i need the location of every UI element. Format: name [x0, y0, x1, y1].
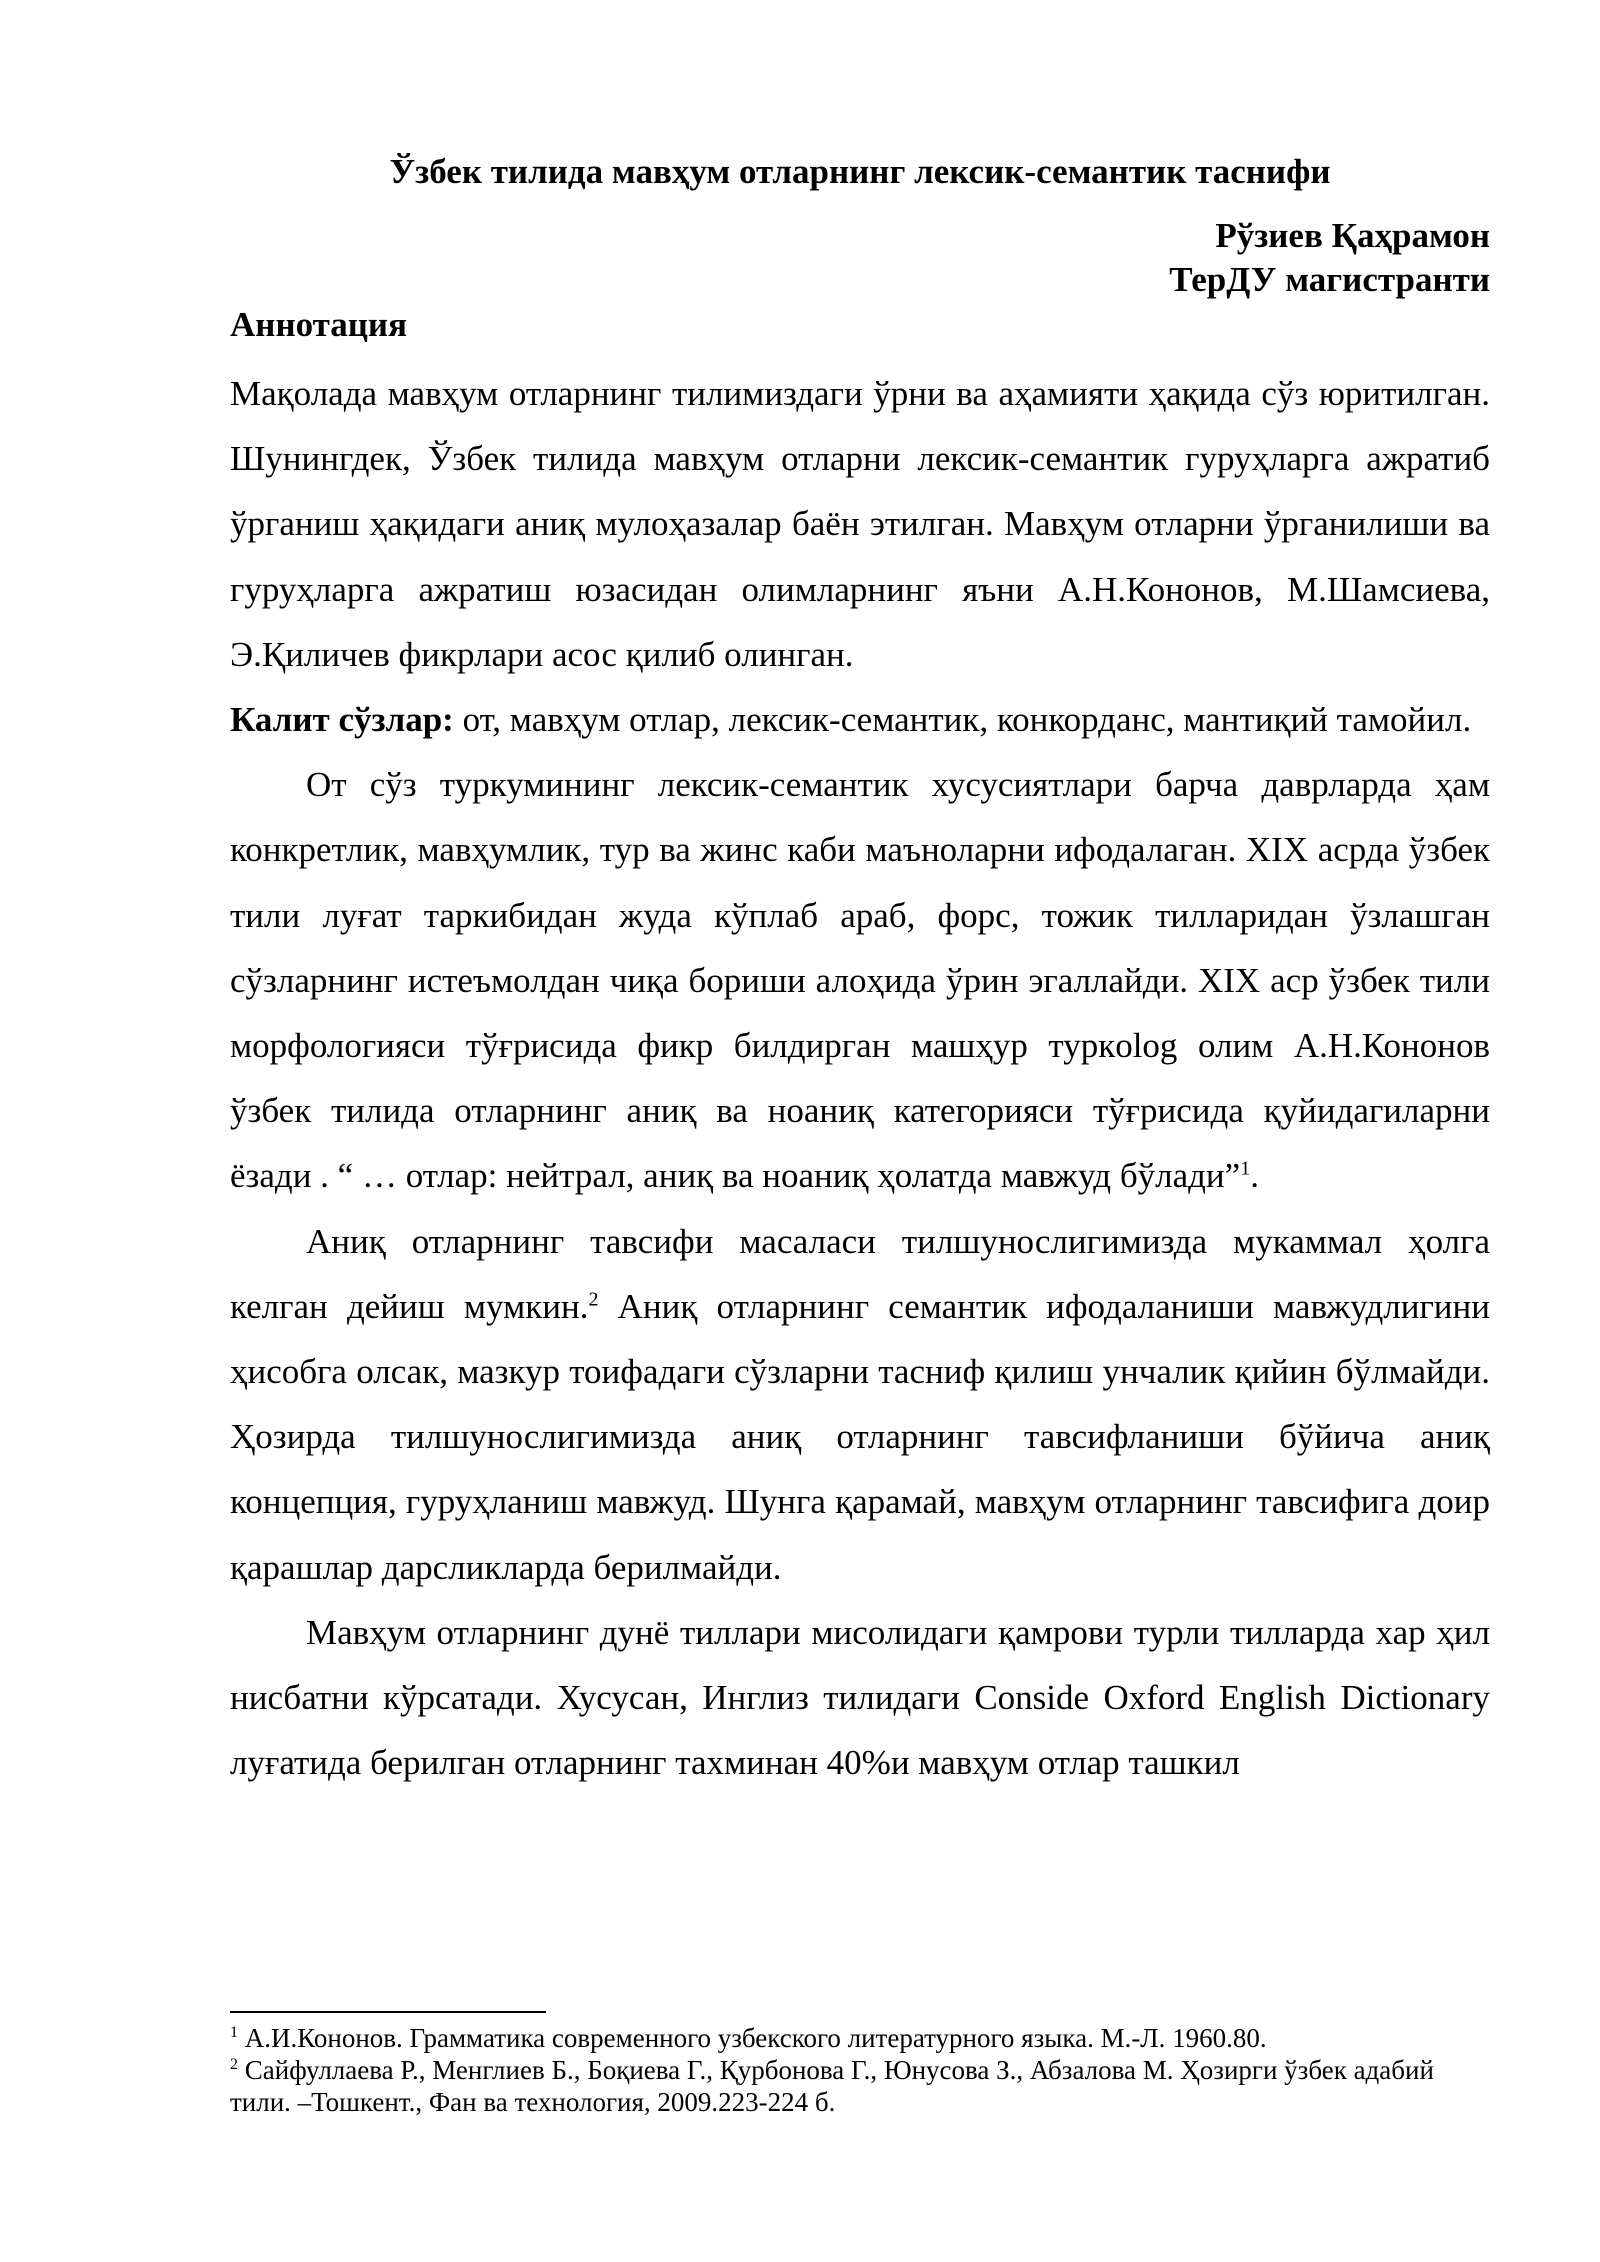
author-name: Рўзиев Қаҳрамон	[1215, 216, 1490, 255]
footnote-2-mark: 2	[230, 2056, 238, 2073]
paragraph-2-start: Аниқ отларнинг тавсифи масаласи тилшунослигимизда мукаммал ҳолга келган дейиш мумкин.	[230, 1221, 1490, 1326]
paragraph-1-end: .	[1250, 1156, 1259, 1196]
author-position: ТерДУ магистранти	[1169, 260, 1490, 299]
body-paragraph-3	[230, 1600, 1490, 1796]
paragraph-3-text: Мавҳум отларнинг дунё тиллари мисолидаги қамрови турли тилларда хар ҳил нисбатни кўрсатади. Хусусан, Инглиз тилидаги Conside Oxford English Dictionary луғатида берилган отларнинг тахминан 40%и мавҳум отлар ташкил	[230, 1612, 1490, 1783]
paragraph-1-text: От сўз туркумининг лексик-семантик хусусиятлари барча даврларда ҳам конкретлик, мавҳумлик, тур ва жинс каби маъноларни ифодалаган. XIX асрда ўзбек тили луғат таркибидан жуда кўплаб араб, форс, тожик тилларидан ўзлашган сўзларнинг истеъмолдан чиқа бориши алоҳида ўрин эгаллайди. XIX аср ўзбек тили морфологияси тўғрисида фикр билдирган машҳур туркolog олим А.Н.Кононов ўзбек тилида отларнинг аниқ ва ноаниқ категорияси тўғрисида қуйидагиларни ёзади . “ … отлар: нейтрал, аниқ ва ноаниқ ҳолатда мавжуд бўлади”	[230, 765, 1490, 1196]
footnote-ref-2[interactable]: 2	[588, 1288, 599, 1311]
author-block	[1169, 214, 1490, 302]
annotation-heading: Аннотация	[230, 305, 408, 344]
annotation-text: Мақолада мавҳум отларнинг тилимиздаги ўрни ва аҳамияти ҳақида сўз юритилган. Шунингдек, Ўзбек тилида мавҳум отларни лексик-семантик гуруҳларга ажратиб ўрганиш ҳақидаги аниқ мулоҳазалар баён этилган. Мавҳум отларни ўрганилиши ва гуруҳларга ажратиш юзасидан олимларнинг яъни А.Н.Кононов, М.Шамсиева, Э.Қиличев фикрлари асос қилиб олинган.	[230, 374, 1490, 674]
footnote-1-mark: 1	[230, 2024, 238, 2041]
footnote-separator	[230, 2011, 546, 2013]
article-body	[230, 361, 1490, 1795]
keywords-text: от, мавҳум отлар, лексик-семантик, конкорданс, мантиқий тамойил.	[453, 700, 1472, 740]
footnote-1	[230, 2022, 1490, 2054]
body-paragraph-2	[230, 1209, 1490, 1600]
article-title: Ўзбек тилида мавҳум отларнинг лексик-семантик таснифи	[389, 152, 1331, 191]
footnote-2	[230, 2054, 1490, 2118]
body-paragraph-1	[230, 752, 1490, 1208]
footnote-ref-1[interactable]: 1	[1240, 1157, 1251, 1180]
document-page	[230, 0, 1490, 2262]
keywords-label: Калит сўзлар:	[230, 700, 454, 740]
footnote-2-text: Сайфуллаева Р., Менглиев Б., Боқиева Г., Қурбонова Г., Юнусова З., Абзалова М. Ҳозирги ўзбек адабий тили. –Тошкент., Фан ва технология, 2009.223-224 б.	[230, 2055, 1434, 2117]
footnote-1-text: А.И.Кононов. Грамматика современного узбекского литературного языка. М.-Л. 1960.80.	[238, 2023, 1267, 2053]
footnotes	[230, 2022, 1490, 2118]
keywords-paragraph	[230, 687, 1490, 752]
paragraph-2-rest: Аниқ отларнинг семантик ифодаланиши мавжудлигини ҳисобга олсак, мазкур тоифадаги сўзларни тасниф қилиш унчалик қийин бўлмайди. Ҳозирда тилшунослигимизда аниқ отларнинг тавсифланиши бўйича аниқ концепция, гуруҳланиш мавжуд. Шунга қарамай, мавҳум отларнинг тавсифига доир қарашлар дарсликларда берилмайди.	[230, 1286, 1490, 1587]
